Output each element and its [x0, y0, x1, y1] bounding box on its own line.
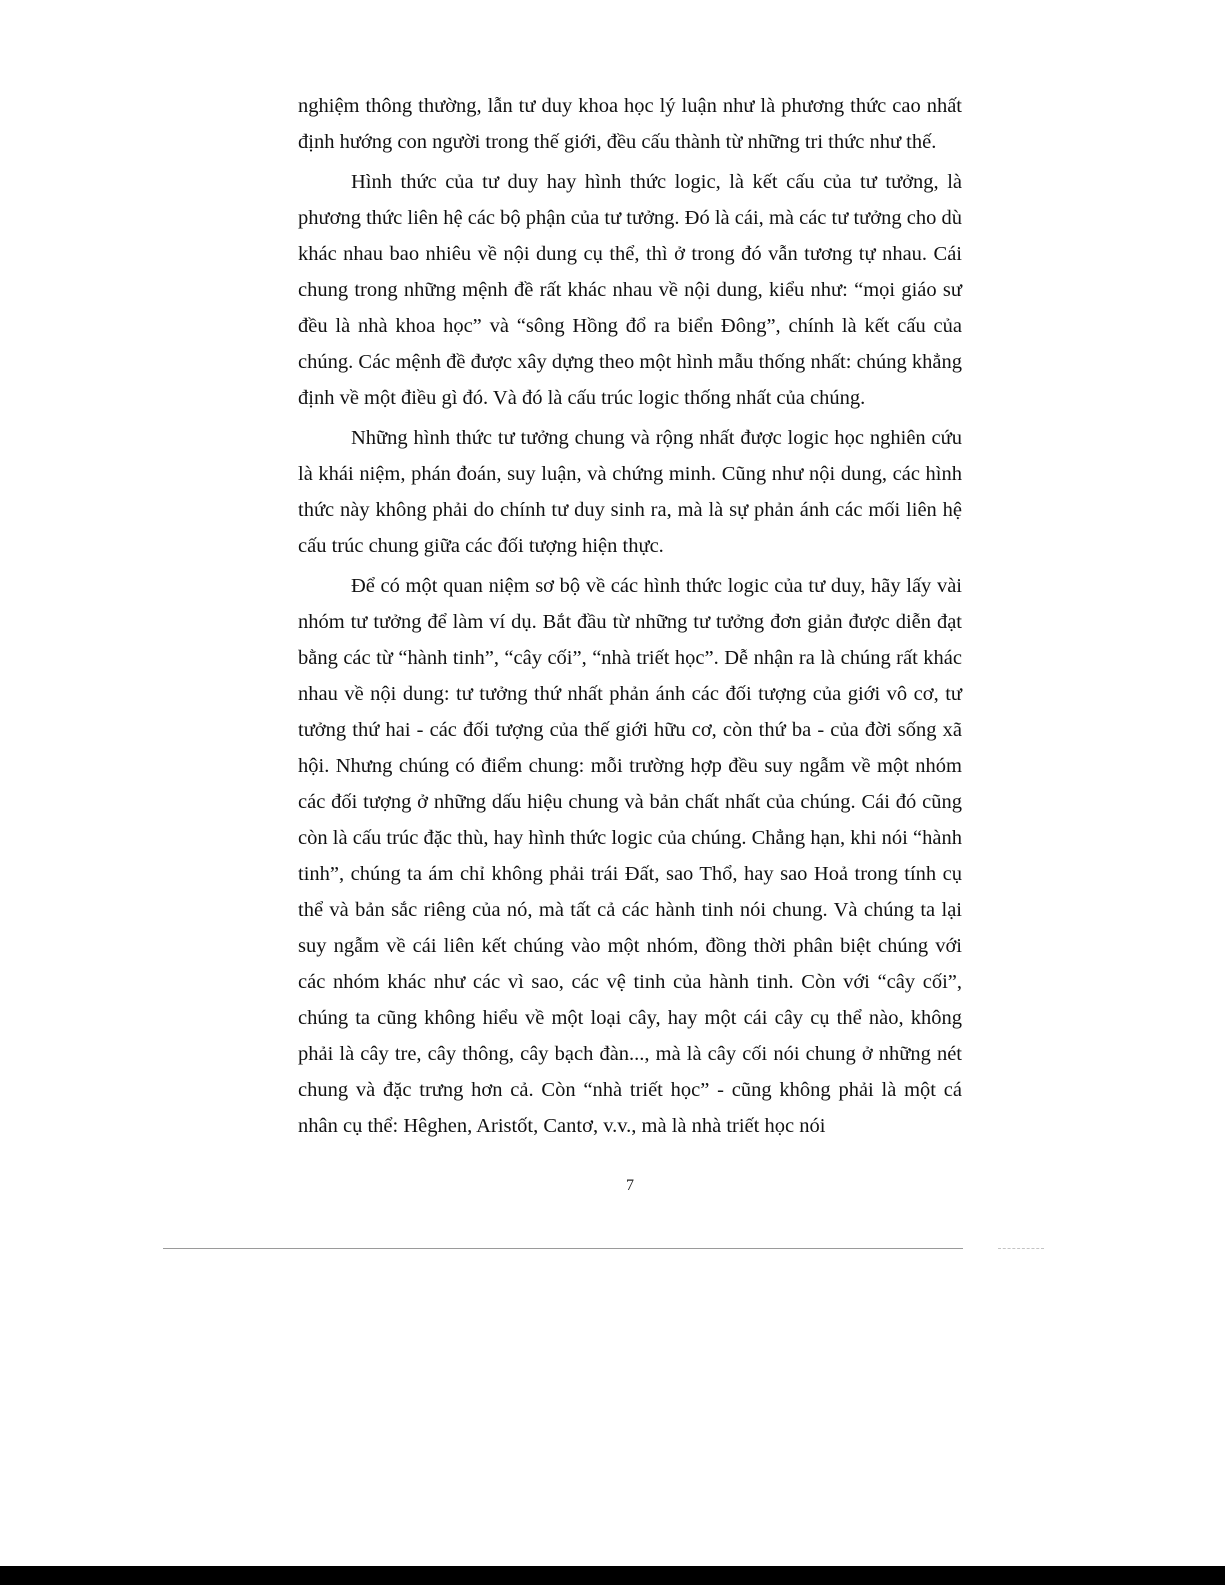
paragraph-logic-form: Hình thức của tư duy hay hình thức logic, là kết cấu của tư tưởng, là phương thức liên hệ các bộ phận của tư tưởng. Đó là cái, mà các tư tưởng cho dù khác nhau bao nhiêu về nội dung cụ thể, thì ở trong đó vẫn tương tự nhau. Cái chung trong những mệnh đề rất khác nhau về nội dung, kiểu như: “mọi giáo sư đều là nhà khoa học” và “sông Hồng đổ ra biển Đông”, chính là kết cấu của chúng. Các mệnh đề được xây dựng theo một hình mẫu thống nhất: chúng khẳng định về một điều gì đó. Và đó là cấu trúc logic thống nhất của chúng.: [298, 171, 962, 409]
body-text: [298, 88, 962, 1144]
paragraph-thought-forms: Những hình thức tư tưởng chung và rộng nhất được logic học nghiên cứu là khái niệm, phán đoán, suy luận, và chứng minh. Cũng như nội dung, các hình thức này không phải do chính tư duy sinh ra, mà là sự phản ánh các mối liên hệ cấu trúc chung giữa các đối tượng hiện thực.: [298, 427, 962, 557]
footer-divider-dashed: [998, 1248, 1044, 1249]
footer-divider: [163, 1248, 963, 1249]
page-number: 7: [626, 1177, 634, 1194]
bottom-edge-bar: [0, 1566, 1225, 1585]
paragraph-examples: Để có một quan niệm sơ bộ về các hình thức logic của tư duy, hãy lấy vài nhóm tư tưởng để làm ví dụ. Bắt đầu từ những tư tưởng đơn giản được diễn đạt bằng các từ “hành tinh”, “cây cối”, “nhà triết học”. Dễ nhận ra là chúng rất khác nhau về nội dung: tư tưởng thứ nhất phản ánh các đối tượng của giới vô cơ, tư tưởng thứ hai - các đối tượng của thế giới hữu cơ, còn thứ ba - của đời sống xã hội. Nhưng chúng có điểm chung: mỗi trường hợp đều suy ngẫm về một nhóm các đối tượng ở những dấu hiệu chung và bản chất nhất của chúng. Cái đó cũng còn là cấu trúc đặc thù, hay hình thức logic của chúng. Chẳng hạn, khi nói “hành tinh”, chúng ta ám chỉ không phải trái Đất, sao Thổ, hay sao Hoả trong tính cụ thể và bản sắc riêng của nó, mà tất cả các hành tinh nói chung. Và chúng ta lại suy ngẫm về cái liên kết chúng vào một nhóm, đồng thời phân biệt chúng với các nhóm khác như các vì sao, các vệ tinh của hành tinh. Còn với “cây cối”, chúng ta cũng không hiểu về một loại cây, hay một cái cây cụ thể nào, không phải là cây tre, cây thông, cây bạch đàn..., mà là cây cối nói chung ở những nét chung và đặc trưng hơn cả. Còn “nhà triết học” - cũng không phải là một cá nhân cụ thể: Hêghen, Aristốt, Cantơ, v.v., mà là nhà triết học nói: [298, 575, 962, 1137]
paragraph-continuation: nghiệm thông thường, lẫn tư duy khoa học lý luận như là phương thức cao nhất định hướng con người trong thế giới, đều cấu thành từ những tri thức như thế.: [298, 95, 962, 153]
